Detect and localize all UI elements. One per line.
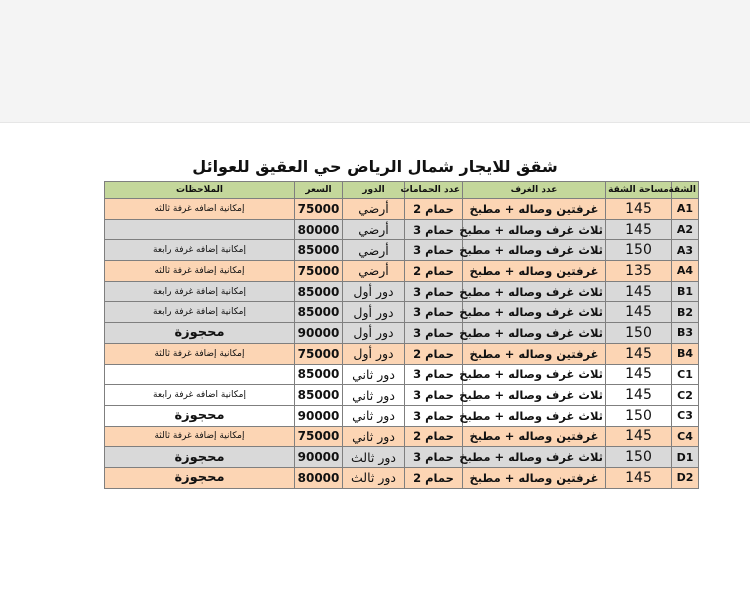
cell-area: 145 [606,467,672,488]
cell-baths: حمام 3 [405,323,463,344]
blank-top-area [0,0,750,123]
cell-notes: إمكانية اضافه غرفة ثالثه [105,199,295,220]
cell-price: 75000 [295,261,343,282]
cell-area: 150 [606,447,672,468]
cell-area: 145 [606,199,672,220]
cell-floor: دور ثاني [343,364,405,385]
cell-notes: إمكانية إضافة غرفة رابعة [105,302,295,323]
cell-floor: دور ثالث [343,467,405,488]
cell-unit: B4 [672,343,699,364]
cell-unit: A1 [672,199,699,220]
cell-baths: حمام 3 [405,385,463,406]
cell-area: 145 [606,219,672,240]
cell-baths: حمام 2 [405,426,463,447]
cell-area: 145 [606,364,672,385]
cell-area: 145 [606,302,672,323]
cell-floor: أرضي [343,219,405,240]
cell-price: 85000 [295,364,343,385]
cell-baths: حمام 2 [405,261,463,282]
table-row [105,405,699,426]
cell-unit: C3 [672,405,699,426]
cell-notes [105,219,295,240]
apartments-table [104,181,699,489]
cell-area: 145 [606,385,672,406]
cell-notes: إمكانية اضافه غرفة رابعة [105,385,295,406]
document-title: شقق للايجار شمال الرياض حي العقيق للعوائل [192,157,558,176]
header-notes: الملاحظات [105,182,295,199]
table-row [105,261,699,282]
cell-baths: حمام 2 [405,343,463,364]
cell-price: 90000 [295,405,343,426]
table-row [105,447,699,468]
cell-area: 145 [606,281,672,302]
cell-floor: دور أول [343,302,405,323]
cell-rooms: غرفتين وصاله + مطبخ [463,426,606,447]
cell-area: 150 [606,323,672,344]
header-baths: عدد الحمامات [405,182,463,199]
cell-notes: إمكانية إضافة غرفة ثالثه [105,261,295,282]
cell-price: 75000 [295,426,343,447]
cell-price: 75000 [295,199,343,220]
cell-floor: دور أول [343,343,405,364]
cell-unit: B3 [672,323,699,344]
cell-price: 90000 [295,447,343,468]
cell-unit: D2 [672,467,699,488]
cell-price: 80000 [295,467,343,488]
cell-unit: C1 [672,364,699,385]
cell-baths: حمام 3 [405,281,463,302]
cell-baths: حمام 3 [405,302,463,323]
cell-floor: دور ثاني [343,405,405,426]
cell-notes: محجوزة [105,405,295,426]
cell-price: 85000 [295,302,343,323]
cell-notes: إمكانية إضافه غرفة رابعة [105,240,295,261]
cell-area: 150 [606,405,672,426]
cell-rooms: غرفتين وصاله + مطبخ [463,261,606,282]
cell-floor: أرضي [343,240,405,261]
cell-price: 85000 [295,240,343,261]
cell-notes: محجوزة [105,323,295,344]
cell-rooms: ثلاث غرف وصاله + مطبخ [463,447,606,468]
cell-area: 145 [606,343,672,364]
cell-rooms: ثلاث غرف وصاله + مطبخ [463,364,606,385]
cell-unit: D1 [672,447,699,468]
table-header-row [105,182,699,199]
header-rooms: عدد الغرف [463,182,606,199]
cell-unit: A2 [672,219,699,240]
table-row [105,219,699,240]
cell-rooms: غرفتين وصاله + مطبخ [463,467,606,488]
cell-floor: دور أول [343,323,405,344]
cell-notes [105,364,295,385]
header-price: السعر [295,182,343,199]
cell-notes: إمكانية إضافة غرفة ثالثة [105,343,295,364]
cell-price: 90000 [295,323,343,344]
cell-baths: حمام 3 [405,364,463,385]
table-row [105,364,699,385]
table-row [105,323,699,344]
cell-rooms: ثلاث غرف وصاله + مطبخ [463,323,606,344]
cell-rooms: ثلاث غرف وصاله + مطبخ [463,281,606,302]
cell-notes: محجوزة [105,447,295,468]
cell-notes: إمكانية إضافة غرفة ثالثة [105,426,295,447]
header-unit: الشقة [672,182,699,199]
cell-price: 85000 [295,385,343,406]
cell-unit: A3 [672,240,699,261]
cell-baths: حمام 3 [405,447,463,468]
cell-rooms: غرفتين وصاله + مطبخ [463,343,606,364]
cell-rooms: ثلاث غرف وصاله + مطبخ [463,385,606,406]
cell-floor: دور أول [343,281,405,302]
table-row [105,199,699,220]
cell-notes: إمكانية إضافة غرفة رابعة [105,281,295,302]
cell-notes: محجوزة [105,467,295,488]
cell-price: 80000 [295,219,343,240]
cell-price: 85000 [295,281,343,302]
cell-floor: أرضي [343,261,405,282]
cell-unit: A4 [672,261,699,282]
table-row [105,426,699,447]
cell-rooms: غرفتين وصاله + مطبخ [463,199,606,220]
cell-unit: B2 [672,302,699,323]
cell-unit: C2 [672,385,699,406]
cell-area: 150 [606,240,672,261]
table-row [105,281,699,302]
table-row [105,385,699,406]
cell-baths: حمام 2 [405,199,463,220]
table-row [105,343,699,364]
cell-rooms: ثلاث غرف وصاله + مطبخ [463,302,606,323]
table-row [105,467,699,488]
table-body [105,199,699,489]
cell-area: 135 [606,261,672,282]
cell-unit: B1 [672,281,699,302]
cell-floor: أرضي [343,199,405,220]
cell-floor: دور ثالث [343,447,405,468]
cell-baths: حمام 2 [405,467,463,488]
header-floor: الدور [343,182,405,199]
cell-baths: حمام 3 [405,219,463,240]
header-area: مساحة الشقة [606,182,672,199]
cell-price: 75000 [295,343,343,364]
table-row [105,240,699,261]
cell-rooms: ثلاث غرف وصاله + مطبخ [463,405,606,426]
cell-rooms: ثلاث غرف وصاله + مطبخ [463,240,606,261]
cell-rooms: ثلاث غرف وصاله + مطبخ [463,219,606,240]
table-row [105,302,699,323]
cell-unit: C4 [672,426,699,447]
cell-baths: حمام 3 [405,405,463,426]
cell-baths: حمام 3 [405,240,463,261]
cell-area: 145 [606,426,672,447]
cell-floor: دور ثاني [343,426,405,447]
cell-floor: دور ثاني [343,385,405,406]
